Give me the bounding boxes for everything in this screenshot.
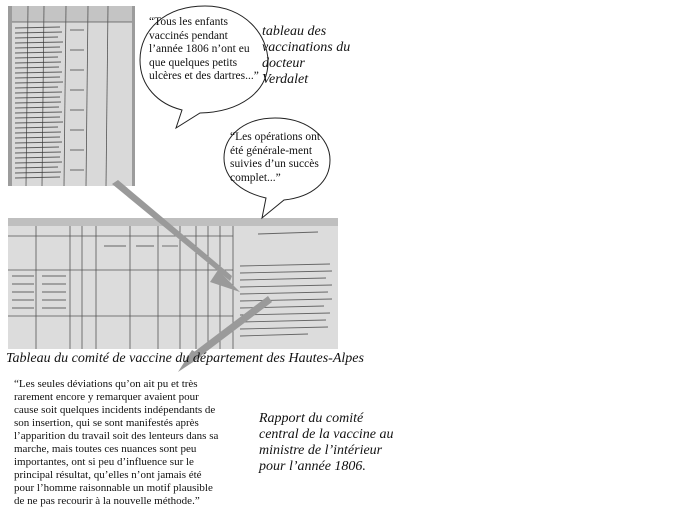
- quote-deviations: “Les seules déviations qu’on ait pu et très rarement encore y remarquer avaient pour cause soit quelques incidents indépendants de son insertion, qui se sont manifestés après l’apparition du travail soit des lenteurs dans sa marche, mais toutes ces nuances sont peu importantes, ont si peu d’influence sur le principal résultat, qu’elles n’ont jamais été pour l’homme raisonnable un motif plausible de ne pas recourir à la nouvelle méthode.”: [14, 378, 219, 507]
- caption-comite-hautes-alpes: Tableau du comité de vaccine du département des Hautes-Alpes: [6, 351, 364, 366]
- quote-vaccinated-children: “Tous les enfants vaccinés pendant l’année 1806 n’ont eu que quelques petits ulcères et des dartres...”: [149, 16, 259, 82]
- caption-rapport: Rapport du comité central de la vaccine au ministre de l’intérieur pour l’année 1806.: [259, 411, 394, 474]
- quote-operations: “Les opérations ont été générale-ment suivies d’un succès complet...”: [230, 131, 321, 184]
- caption-verdalet: tableau des vaccinations du docteur Verdalet: [262, 24, 351, 87]
- arrow-to-table: [112, 180, 240, 292]
